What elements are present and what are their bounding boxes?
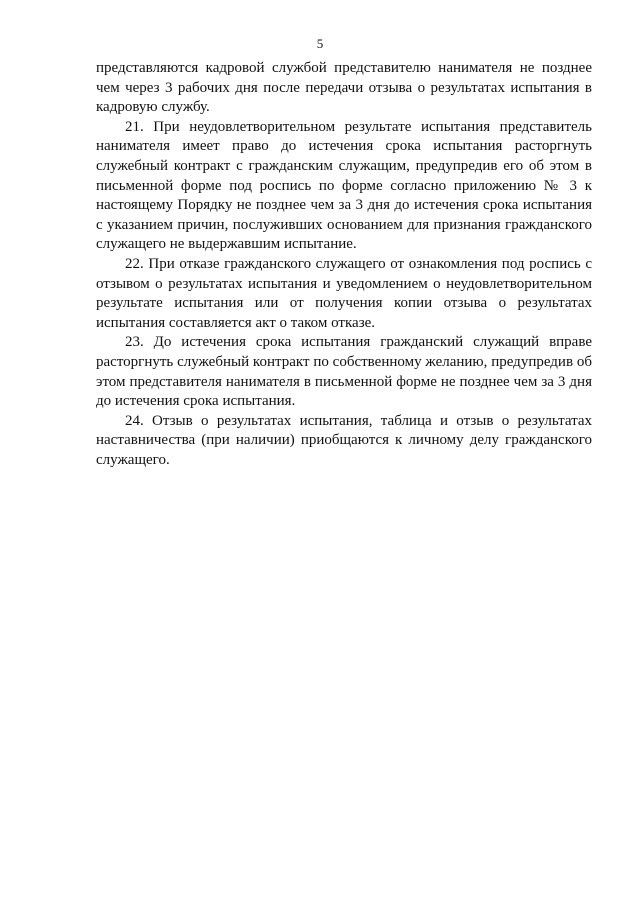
paragraph-24: 24. Отзыв о результатах испытания, таблица и отзыв о результатах наставничества (при наличии) приобщаются к личному делу гражданского служащего. bbox=[96, 412, 592, 468]
paragraph-continuation: представляются кадровой службой представителю нанимателя не позднее чем через 3 рабочих дня после передачи отзыва о результатах испытания в кадровую службу. bbox=[96, 60, 592, 116]
paragraph-23: 23. До истечения срока испытания гражданский служащий вправе расторгнуть служебный контракт по собственному желанию, предупредив об этом представителя нанимателя в письменной форме не позднее чем за 3 дня до истечения срока испытания. bbox=[96, 334, 592, 410]
paragraph-21: 21. При неудовлетворительном результате испытания представитель нанимателя имеет право до истечения срока испытания расторгнуть служебный контракт с гражданским служащим, предупредив его об этом в письменной форме под роспись по форме согласно приложению № 3 к настоящему Порядку не позднее чем за 3 дня до истечения срока испытания с указанием причин, послуживших основанием для признания гражданского служащего не выдержавшим испытание. bbox=[96, 118, 592, 253]
document-body bbox=[96, 59, 592, 470]
page-number: 5 bbox=[316, 36, 324, 51]
paragraph-22: 22. При отказе гражданского служащего от ознакомления под роспись с отзывом о результатах испытания и уведомлением о неудовлетворительном результате испытания или от получения копии отзыва о результатах испытания составляется акт о таком отказе. bbox=[96, 255, 592, 331]
